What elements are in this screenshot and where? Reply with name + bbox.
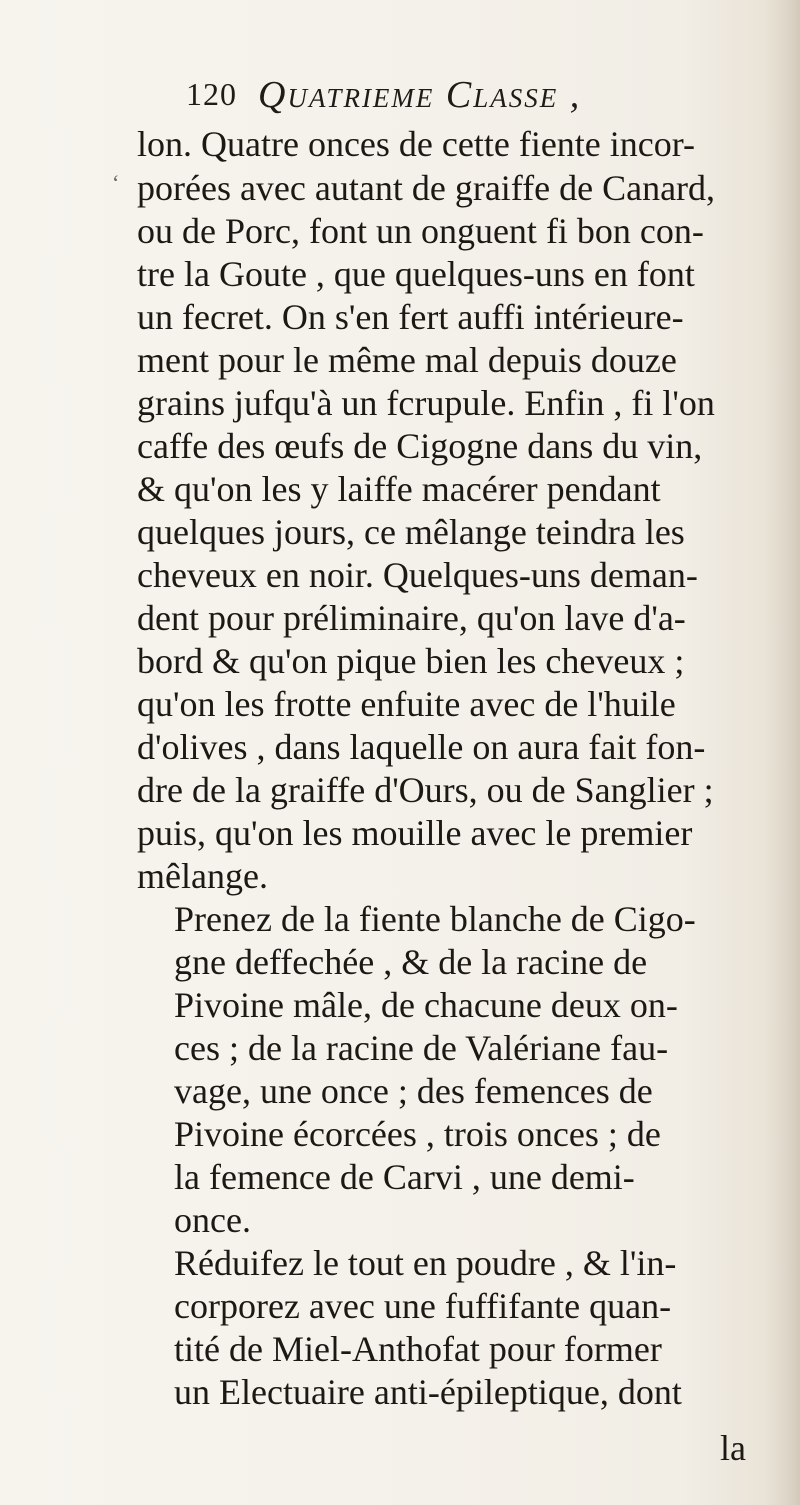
text-line: quelques jours, ce mêlange teindra les — [137, 512, 685, 552]
text-line: d'olives , dans laquelle on aura fait fon- — [137, 727, 706, 767]
text-line: ment pour le même mal depuis douze — [137, 340, 677, 380]
text-line: Pivoine écorcées , trois onces ; de — [174, 1114, 661, 1154]
text-line: ces ; de la racine de Valériane fau- — [174, 1028, 669, 1068]
margin-mark: ʻ — [112, 170, 120, 195]
section-title: Quatrieme Classe , — [258, 74, 582, 116]
catchword: la — [720, 1428, 746, 1468]
text-line: grains jufqu'à un fcrupule. Enfin , fi l'on — [137, 383, 715, 423]
text-line: cheveux en noir. Quelques-uns deman- — [137, 555, 698, 595]
text-line: caffe des œufs de Cigogne dans du vin, — [137, 426, 703, 466]
text-line: corporez avec une fuffifante quan- — [174, 1286, 672, 1326]
text-line: puis, qu'on les mouille avec le premier — [137, 813, 693, 853]
text-line: Prenez de la fiente blanche de Cigo- — [174, 899, 696, 939]
text-line: ou de Porc, font un onguent fi bon con- — [137, 211, 704, 251]
text-line: tité de Miel-Anthofat pour former — [174, 1329, 662, 1369]
text-line: gne deffechée , & de la racine de — [174, 942, 648, 982]
text-line: mêlange. — [137, 856, 268, 896]
text-line: la femence de Carvi , une demi- — [174, 1157, 635, 1197]
page-number: 120 — [186, 76, 237, 112]
text-line: un fecret. On s'en fert auffi intérieure- — [137, 297, 684, 337]
text-line: lon. Quatre onces de cette fiente incor- — [137, 124, 696, 164]
text-line: tre la Goute , que quelques-uns en font — [137, 254, 695, 294]
text-line: Réduifez le tout en poudre , & l'in- — [174, 1243, 677, 1283]
text-line: porées avec autant de graiffe de Canard, — [137, 168, 716, 208]
text-line: un Electuaire anti-épileptique, dont — [174, 1372, 682, 1412]
text-line: bord & qu'on pique bien les cheveux ; — [137, 641, 685, 681]
text-line: Pivoine mâle, de chacune deux on- — [174, 985, 678, 1025]
text-line: vage, une once ; des femences de — [174, 1071, 653, 1111]
running-head — [0, 76, 800, 126]
text-line: once. — [174, 1200, 251, 1240]
text-line: & qu'on les y laiffe macérer pendant — [137, 469, 661, 509]
text-line: dre de la graiffe d'Ours, ou de Sanglier ; — [137, 770, 714, 810]
text-line: dent pour préliminaire, qu'on lave d'a- — [137, 598, 686, 638]
page-edge-shadow — [764, 0, 800, 1505]
text-line: qu'on les frotte enfuite avec de l'huile — [137, 684, 676, 724]
